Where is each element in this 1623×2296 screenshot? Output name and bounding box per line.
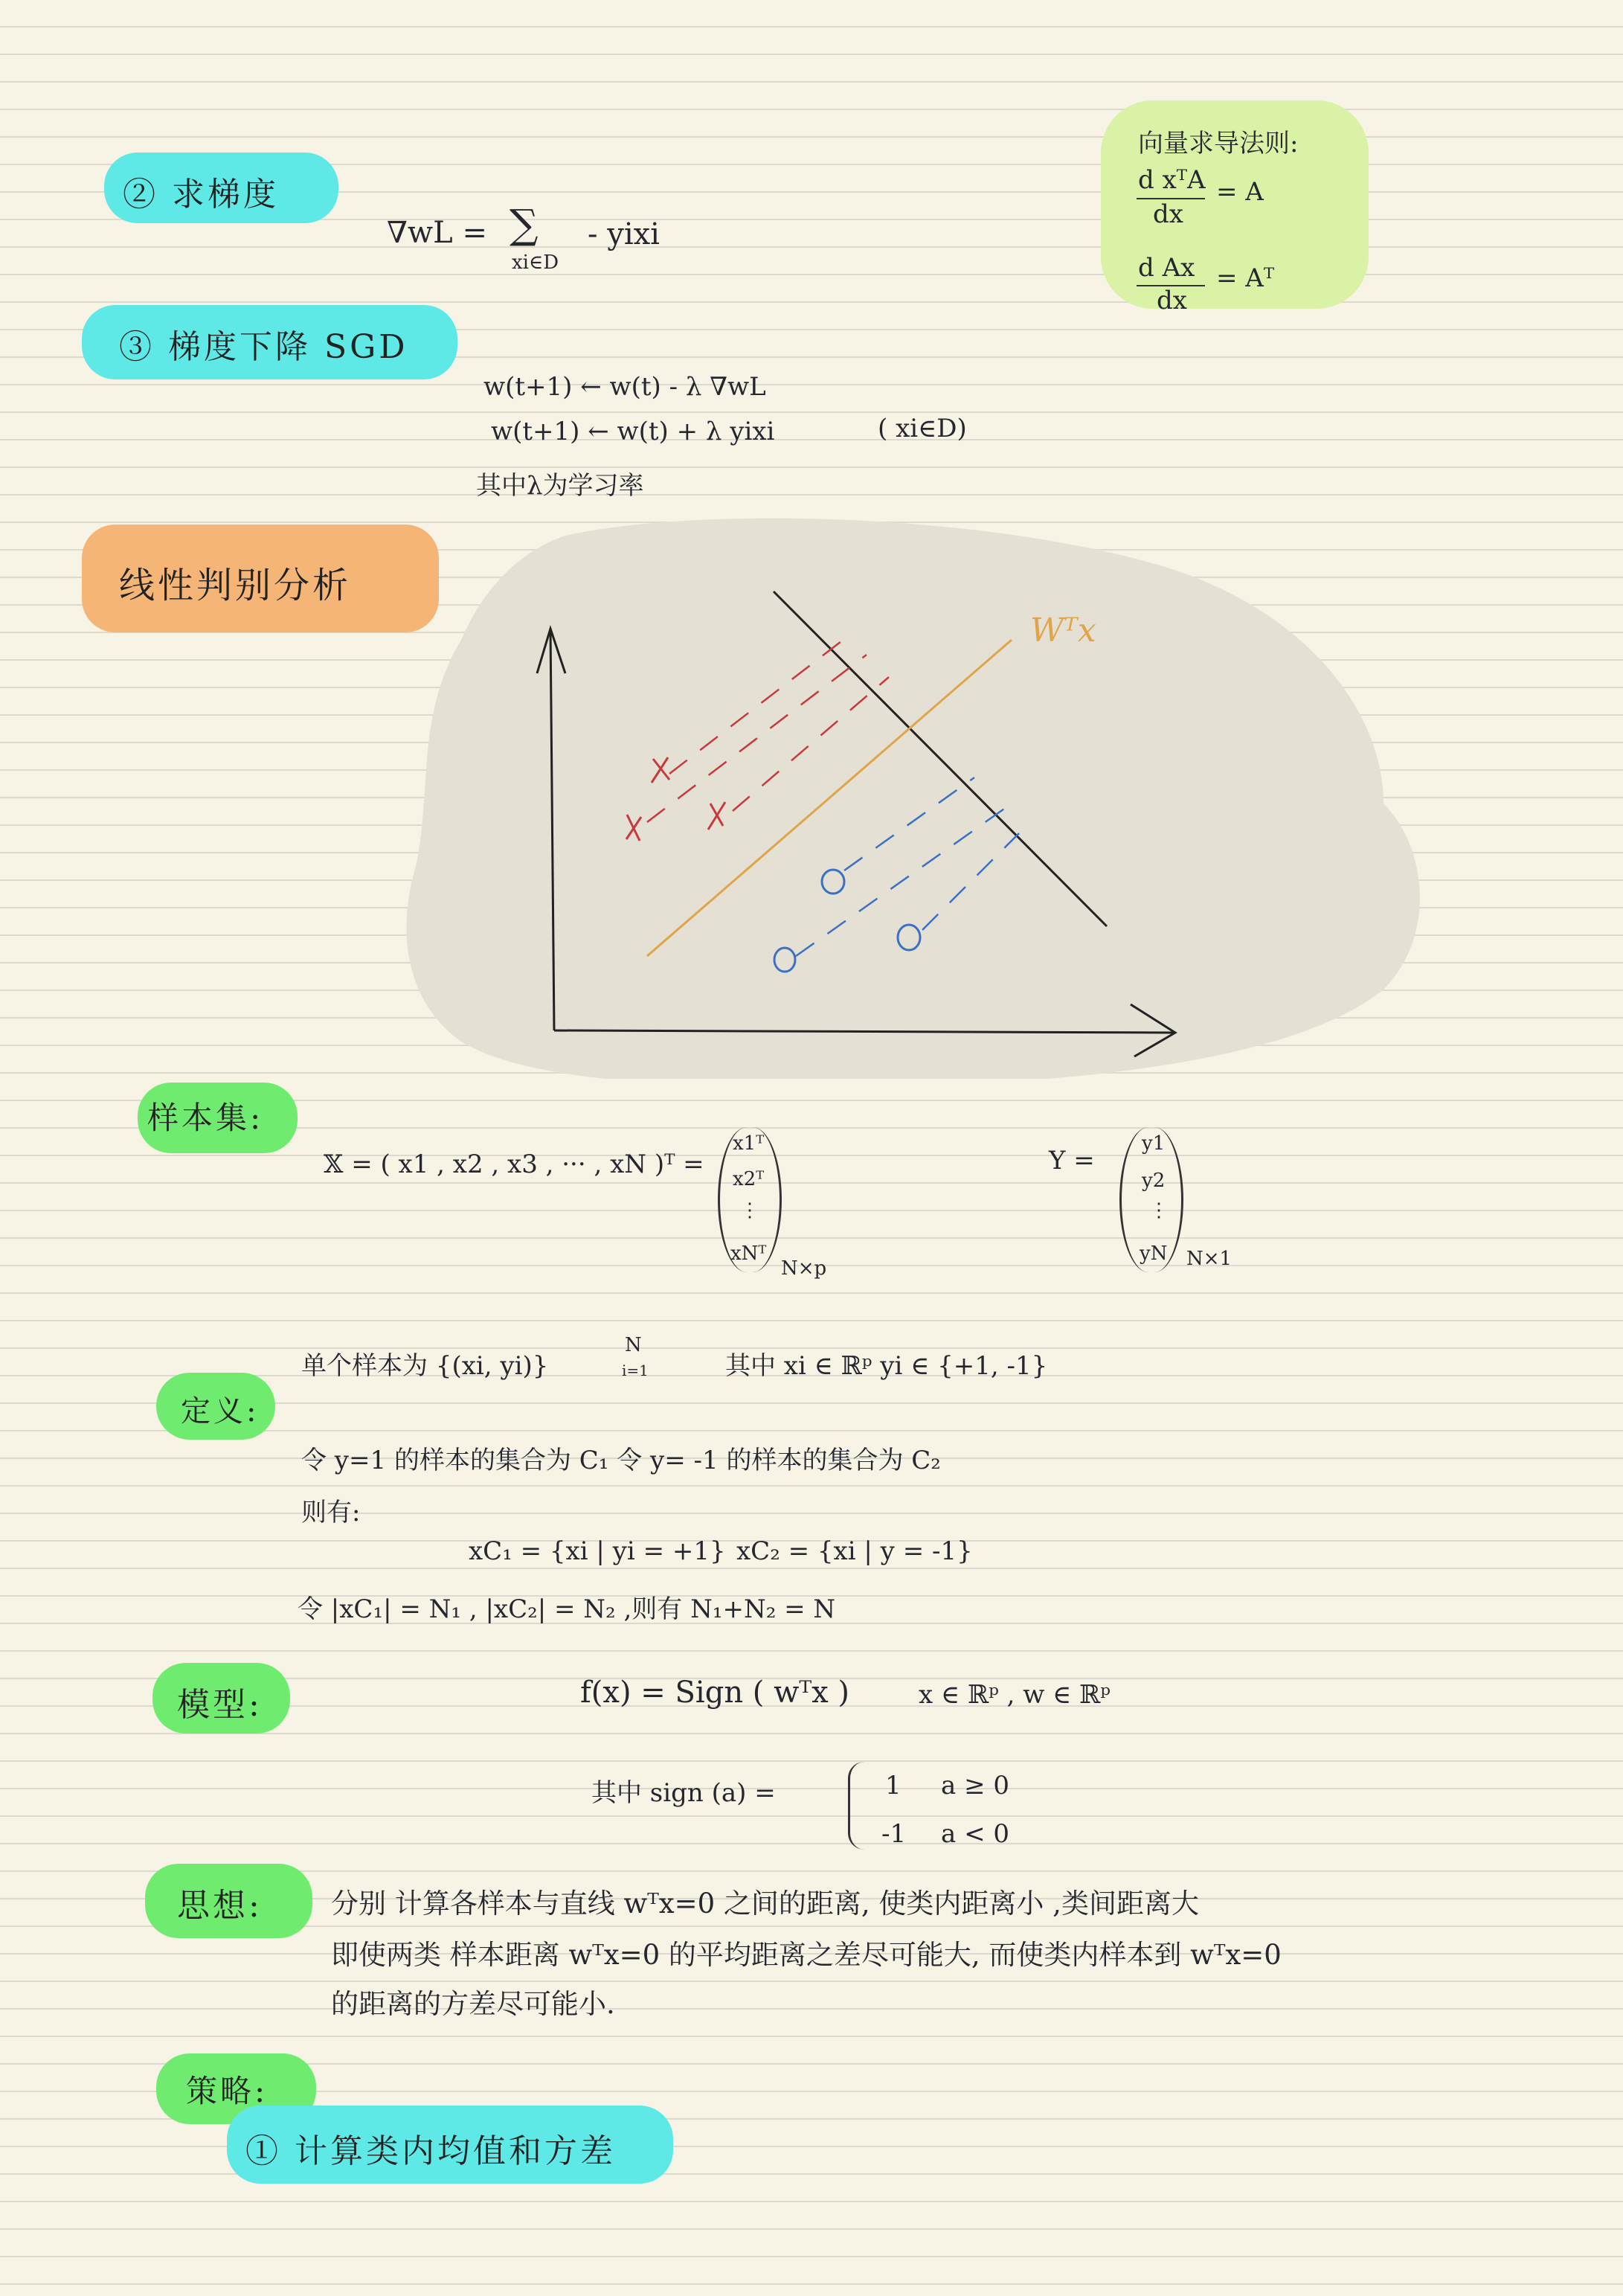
heading-definition: 定义: — [181, 1394, 260, 1428]
derivative-rule-1-rhs: = A — [1216, 177, 1264, 207]
definition-sample-domain: 其中 xi ∈ ℝᵖ yi ∈ {+1, -1} — [725, 1351, 1048, 1381]
derivative-rule-2-rhs: = Aᵀ — [1216, 263, 1275, 293]
definition-class-2-set: xC₂ = {xi | y = -1} — [736, 1536, 973, 1566]
sgd-learning-rate-note: 其中λ为学习率 — [476, 471, 644, 501]
definition-single-sample: 单个样本为 {(xi, yi)} — [301, 1351, 549, 1381]
model-case-2-value: -1 — [881, 1819, 907, 1849]
gradient-formula-rhs: - yixi — [588, 217, 660, 251]
strategy-step-1: ① 计算类内均值和方差 — [245, 2132, 616, 2170]
heading-lda: 线性判别分析 — [119, 565, 352, 606]
sgd-update-line-2-note: ( xi∈D) — [878, 414, 967, 443]
sample-vector-y-equation: Y = — [1049, 1146, 1095, 1176]
matrix-x-dimension: N×p — [781, 1257, 827, 1280]
definition-class-sets: 令 y=1 的样本的集合为 C₁ 令 y= -1 的样本的集合为 C₂ — [301, 1446, 941, 1475]
derivative-rule-1-denominator: dx — [1153, 199, 1183, 229]
definition-class-1-set: xC₁ = {xi | yi = +1} — [469, 1536, 726, 1566]
vector-y-row-1: y1 — [1142, 1132, 1166, 1155]
sgd-update-line-1: w(t+1) ← w(t) - λ ∇wL — [483, 372, 766, 402]
heading-idea: 思想: — [177, 1887, 263, 1925]
derivative-rule-2-denominator: dx — [1157, 286, 1187, 315]
heading-sgd: ③ 梯度下降 SGD — [119, 328, 408, 366]
diagram-background-blob — [407, 519, 1420, 1079]
idea-line-3: 的距离的方差尽可能小. — [331, 1988, 615, 2020]
gradient-sum-symbol: ∑ — [510, 201, 539, 248]
heading-model: 模型: — [177, 1686, 263, 1724]
model-sign-brace — [848, 1762, 867, 1850]
definition-set-subscript: i=1 — [622, 1362, 649, 1379]
derivative-rules-title: 向量求导法则: — [1138, 129, 1299, 158]
wtx-label: Wᵀx — [1030, 612, 1096, 650]
model-case-1-condition: a ≥ 0 — [941, 1771, 1010, 1800]
heading-gradient: ② 求梯度 — [123, 176, 279, 214]
vector-y-row-dots: ⋮ — [1149, 1199, 1169, 1222]
matrix-x-row-1: x1ᵀ — [733, 1132, 765, 1155]
definition-then: 则有: — [301, 1498, 361, 1527]
model-case-2-condition: a < 0 — [941, 1819, 1010, 1849]
matrix-x-row-dots: ⋮ — [740, 1199, 759, 1222]
matrix-x-row-2: x2ᵀ — [733, 1168, 765, 1190]
sgd-update-line-2: w(t+1) ← w(t) + λ yixi — [491, 417, 775, 446]
definition-class-sizes: 令 |xC₁| = N₁ , |xC₂| = N₂ ,则有 N₁+N₂ = N — [298, 1594, 836, 1624]
model-domain: x ∈ ℝᵖ , w ∈ ℝᵖ — [919, 1680, 1111, 1710]
vector-y-row-2: y2 — [1142, 1170, 1166, 1192]
idea-line-2: 即使两类 样本距离 wᵀx=0 的平均距离之差尽可能大, 而使类内样本到 wᵀx=0 — [331, 1939, 1282, 1971]
gradient-sum-subscript: xi∈D — [512, 251, 559, 274]
heading-strategy: 策略: — [186, 2073, 269, 2109]
vector-y-row-n: yN — [1140, 1242, 1168, 1265]
model-case-1-value: 1 — [885, 1771, 902, 1800]
lda-diagram — [0, 0, 1623, 1079]
model-sign-definition: 其中 sign (a) = — [591, 1778, 776, 1808]
matrix-x-row-n: xNᵀ — [730, 1242, 767, 1265]
definition-set-superscript: N — [625, 1334, 642, 1356]
heading-sample-set: 样本集: — [147, 1100, 264, 1136]
gradient-formula-lhs: ∇wL = — [387, 216, 487, 250]
derivative-rule-2-numerator: d Ax — [1138, 253, 1195, 283]
model-formula: f(x) = Sign ( wᵀx ) — [580, 1675, 850, 1710]
sample-matrix-x-equation: 𝕏 = ( x1 , x2 , x3 , ··· , xN )ᵀ = — [324, 1149, 704, 1179]
vector-y-dimension: N×1 — [1186, 1248, 1232, 1270]
derivative-rule-1-numerator: d xᵀA — [1138, 165, 1206, 195]
idea-line-1: 分别 计算各样本与直线 wᵀx=0 之间的距离, 使类内距离小 ,类间距离大 — [331, 1888, 1199, 1920]
